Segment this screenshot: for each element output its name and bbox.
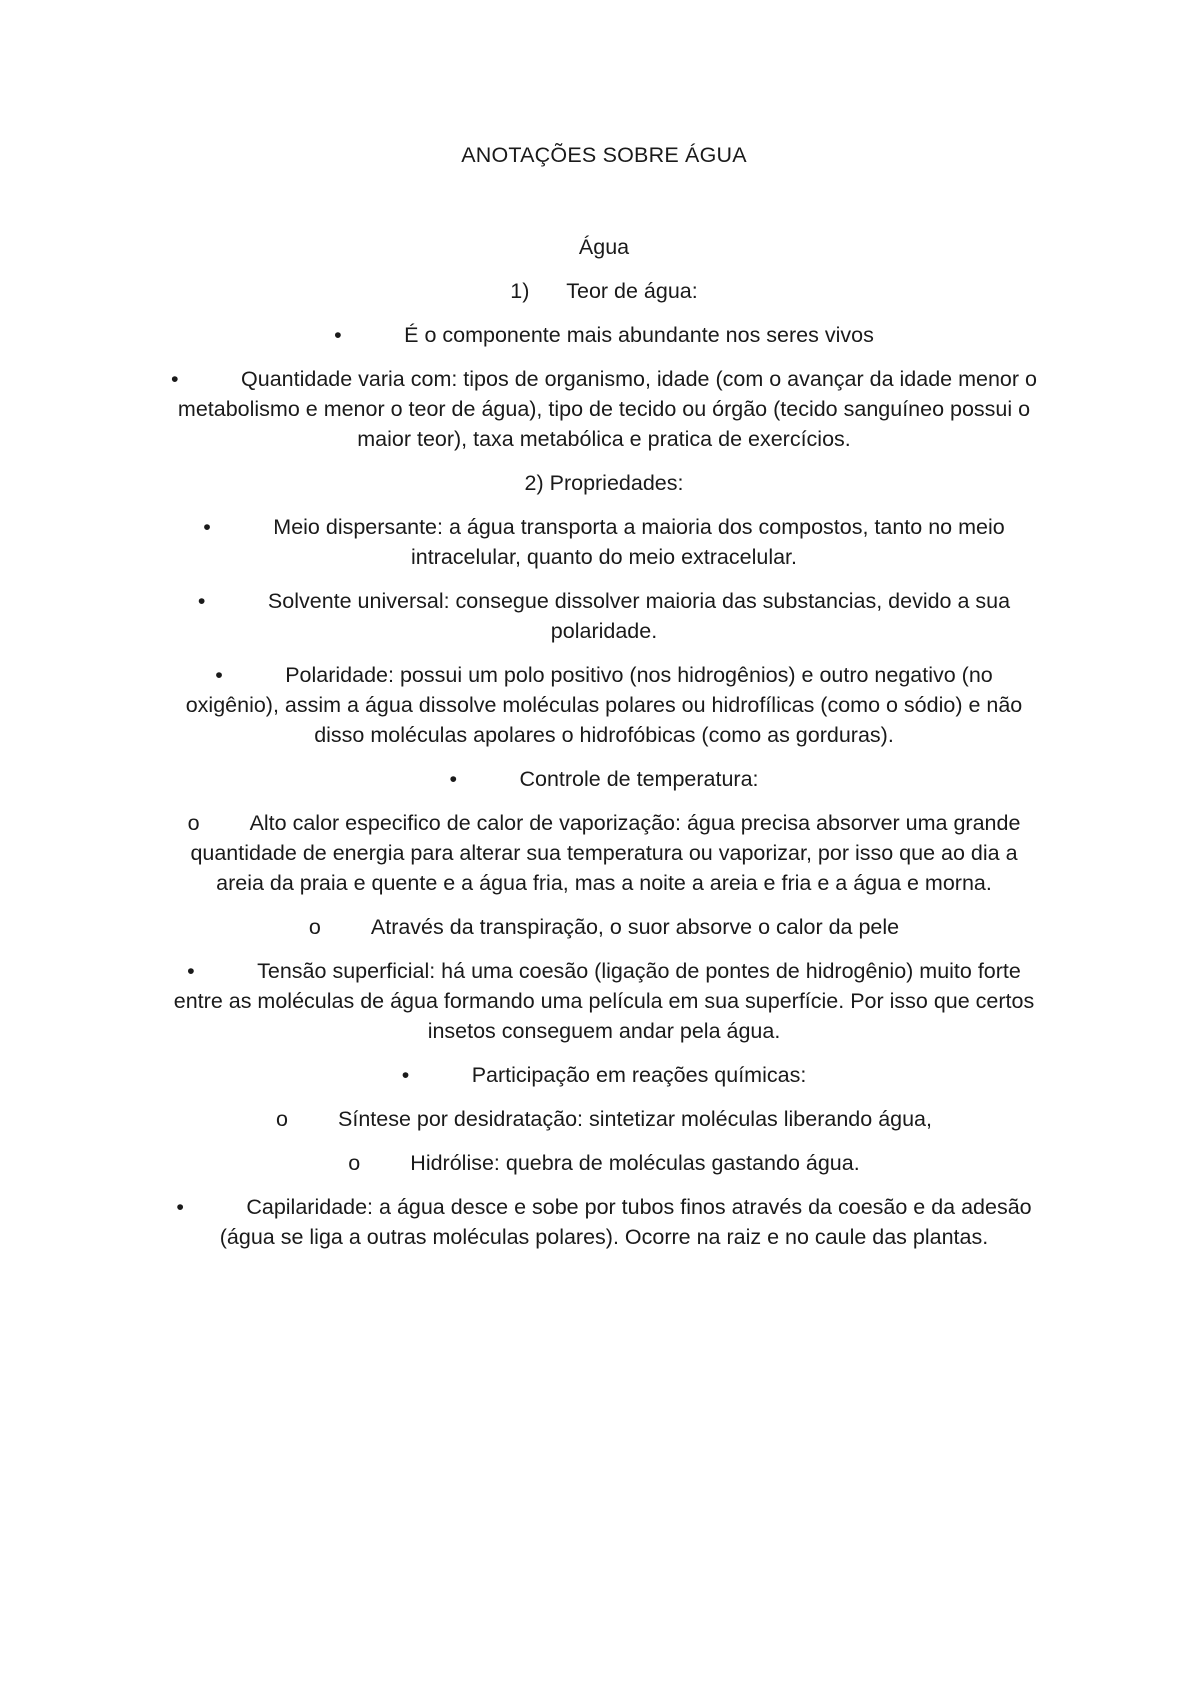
- list-item-text: Controle de temperatura:: [519, 767, 759, 791]
- list-item-text: Participação em reações químicas:: [471, 1063, 807, 1087]
- list-item-text: Solvente universal: consegue dissolver maioria das substancias, devido a sua polaridade.: [267, 589, 1011, 643]
- list-item-transpiracao: [170, 912, 1038, 942]
- list-item-propriedades: [170, 468, 1038, 498]
- list-item-participacao: [170, 1060, 1038, 1090]
- list-item-hidrolise: [170, 1148, 1038, 1178]
- bullet-icon: •: [203, 515, 211, 539]
- bullet-icon: •: [176, 1195, 184, 1219]
- document-title: ANOTAÇÕES SOBRE ÁGUA: [461, 143, 747, 167]
- list-item-text: É o componente mais abundante nos seres vivos: [404, 323, 874, 347]
- bullet-icon: •: [215, 663, 223, 687]
- list-item-solvente: [170, 586, 1038, 646]
- list-item-text: Síntese por desidratação: sintetizar moléculas liberando água,: [338, 1107, 932, 1131]
- list-item-meio: [170, 512, 1038, 572]
- document-body: [170, 140, 1038, 1266]
- bullet-icon: •: [334, 323, 342, 347]
- bullet-icon: •: [449, 767, 458, 791]
- bullet-icon: •: [171, 367, 179, 391]
- bullet-icon: •: [401, 1063, 410, 1087]
- list-item-capilaridade: [170, 1192, 1038, 1252]
- list-item-sintese: [170, 1104, 1038, 1134]
- list-item-text: Hidrólise: quebra de moléculas gastando água.: [410, 1151, 860, 1175]
- sub-bullet-icon: o: [276, 1107, 288, 1131]
- list-item-componente: [170, 320, 1038, 350]
- sub-bullet-icon: o: [308, 915, 321, 939]
- list-item-teor: [170, 276, 1038, 306]
- list-item-text: Capilaridade: a água desce e sobe por tubos finos através da coesão e da adesão (água se liga a outras moléculas polares). Ocorre na raiz e no caule das plantas.: [219, 1195, 1032, 1249]
- list-item-text: Através da transpiração, o suor absorve o calor da pele: [370, 915, 900, 939]
- sub-bullet-icon: o: [187, 811, 200, 835]
- list-item-calor: [170, 808, 1038, 898]
- bullet-icon: •: [187, 959, 195, 983]
- sub-bullet-icon: o: [348, 1151, 361, 1175]
- bullet-icon: •: [197, 589, 206, 613]
- list-item-text: Quantidade varia com: tipos de organismo, idade (com o avançar da idade menor o metabolismo e menor o teor de água), tipo de tecido ou órgão (tecido sanguíneo possui o maior teor), taxa metabólica e pratica de exercícios.: [177, 367, 1037, 451]
- section-heading: Água: [578, 235, 630, 259]
- list-item-text: 2) Propriedades:: [524, 471, 684, 495]
- list-item-text: Teor de água:: [566, 279, 698, 303]
- list-item-tensao: [170, 956, 1038, 1046]
- list-item-text: Alto calor especifico de calor de vaporização: água precisa absorver uma grande quantidade de energia para alterar sua temperatura ou vaporizar, por isso que ao dia a areia da praia e quente e a água fria, mas a noite a areia e fria e a água e morna.: [190, 811, 1021, 895]
- list-item-controle: [170, 764, 1038, 794]
- list-item-polaridade: [170, 660, 1038, 750]
- list-item-text: Polaridade: possui um polo positivo (nos hidrogênios) e outro negativo (no oxigênio), assim a água dissolve moléculas polares ou hidrofílicas (como o sódio) e não disso moléculas apolares o hidrofóbicas (como as gorduras).: [185, 663, 1023, 747]
- list-item-text: Meio dispersante: a água transporta a maioria dos compostos, tanto no meio intracelular, quanto do meio extracelular.: [273, 515, 1005, 569]
- list-marker: 1): [510, 279, 530, 303]
- list-item-text: Tensão superficial: há uma coesão (ligação de pontes de hidrogênio) muito forte entre as moléculas de água formando uma película em sua superfície. Por isso que certos insetos conseguem andar pela água.: [173, 959, 1035, 1043]
- list-item-quantidade: [170, 364, 1038, 454]
